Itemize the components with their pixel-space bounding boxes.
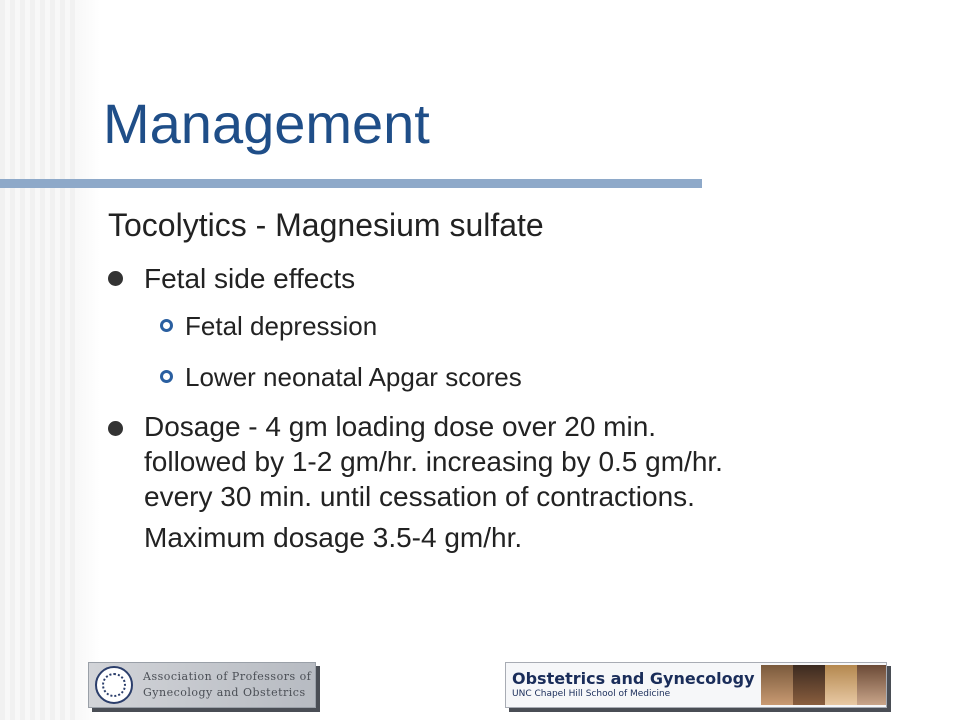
dosage-line: Dosage - 4 gm loading dose over 20 min.: [144, 411, 657, 442]
slide-title: Management: [103, 92, 430, 155]
sub-bullet-text: Lower neonatal Apgar scores: [185, 362, 522, 392]
dosage-line: followed by 1-2 gm/hr. increasing by 0.5 gm/hr.: [144, 446, 723, 477]
sub-bullet-ring-icon: [160, 319, 173, 332]
sub-bullet-text: Fetal depression: [185, 311, 378, 341]
unc-obgyn-subtitle: UNC Chapel Hill School of Medicine: [512, 689, 671, 699]
apgo-name-line1: Association of Professors of: [143, 670, 312, 683]
sub-bullet-apgar: [160, 364, 522, 390]
apgo-logo: [88, 662, 316, 708]
photo-mother-child-icon: [761, 665, 793, 705]
unc-obgyn-logo: [505, 662, 887, 708]
photo-strip: [761, 665, 887, 705]
dosage-line: every 30 min. until cessation of contractions.: [144, 481, 695, 512]
sub-bullet-ring-icon: [160, 370, 173, 383]
photo-woman-icon: [793, 665, 825, 705]
bullet-dot-icon: [108, 271, 123, 286]
title-underline: [0, 179, 702, 188]
apgo-name: [143, 669, 311, 701]
unc-obgyn-title: Obstetrics and Gynecology: [512, 669, 755, 688]
apgo-name-line2: Gynecology and Obstetrics: [143, 686, 306, 699]
photo-woman-icon: [857, 665, 887, 705]
sub-bullet-fetal-depression: [160, 313, 377, 339]
apgo-seal-icon: [95, 666, 133, 704]
bullet-dosage: [108, 409, 723, 555]
slide-heading: Tocolytics - Magnesium sulfate: [108, 207, 544, 243]
bullet-dot-icon: [108, 421, 123, 436]
bullet-text: Fetal side effects: [144, 263, 356, 294]
bullet-fetal-side-effects: [108, 265, 355, 293]
dosage-line: Maximum dosage 3.5-4 gm/hr.: [144, 522, 523, 553]
unc-obgyn-text: [512, 670, 755, 700]
photo-family-icon: [825, 665, 857, 705]
bullet-dosage-text: [144, 409, 723, 555]
